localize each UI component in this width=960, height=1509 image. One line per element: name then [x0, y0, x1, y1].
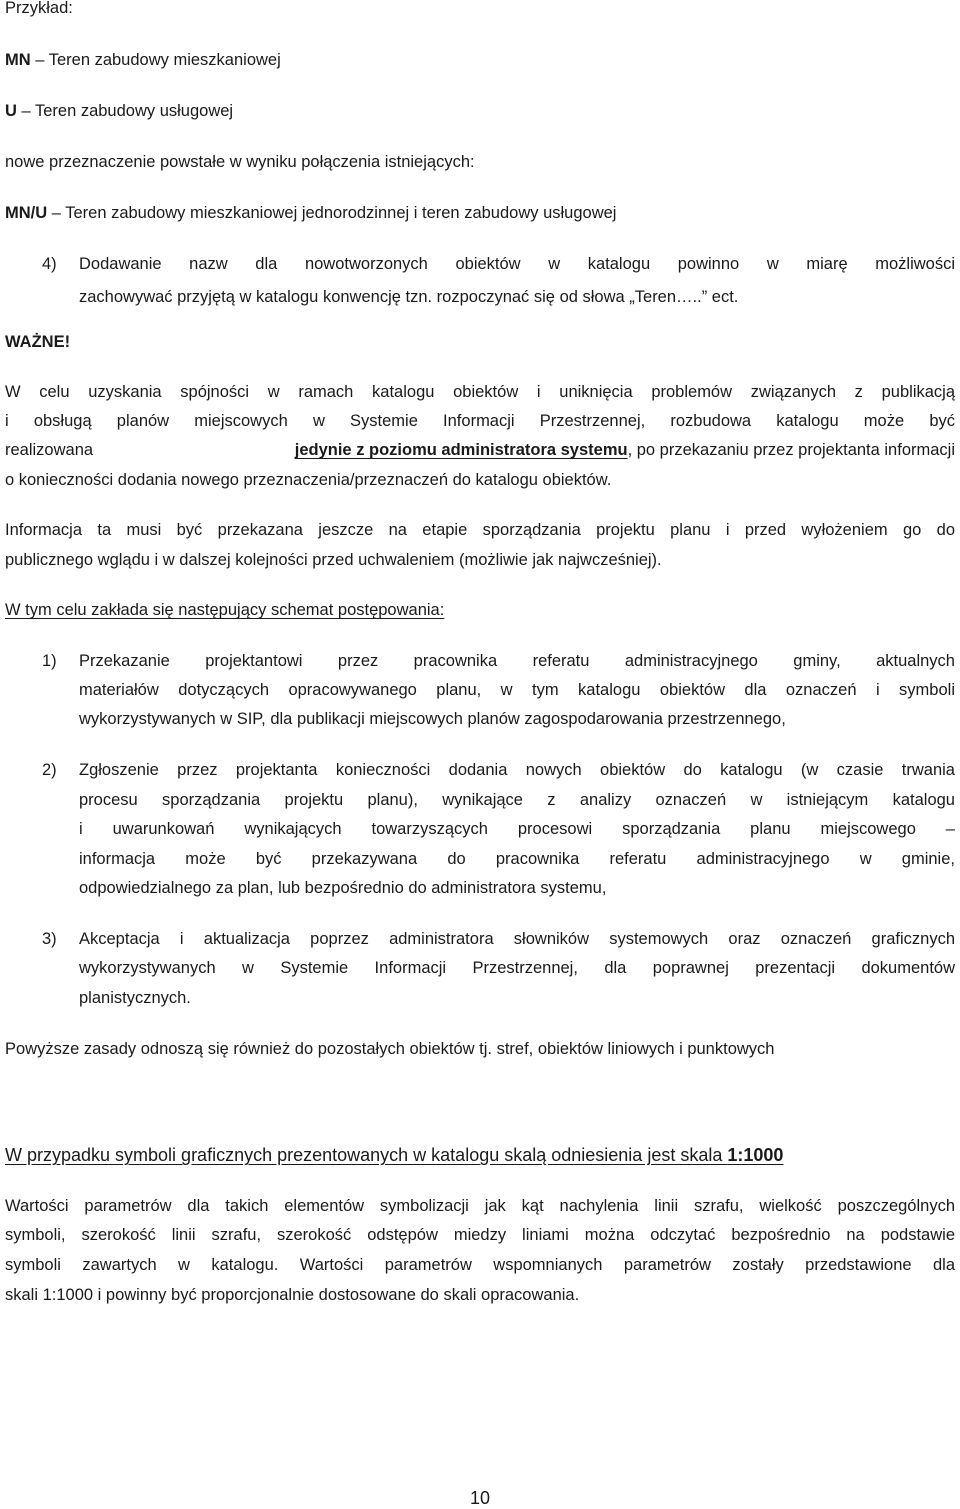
list-number: 2) — [42, 761, 57, 779]
item4-line2: zachowywać przyjętą w katalogu konwencję tzn. rozpoczynać się od słowa „Teren…..” ect. — [79, 288, 739, 306]
scale-line1: Wartości parametrów dla takich elementów symbolizacji jak kąt nachylenia linii szrafu, wielkość poszczególnych — [5, 1197, 955, 1215]
example-line-mnu — [5, 205, 616, 222]
example-desc: Teren zabudowy usługowej — [34, 102, 234, 120]
para1-line2: i obsługą planów miejscowych w Systemie Informacji Przestrzennej, rozbudowa katalogu może być — [5, 412, 955, 430]
para1-line3-pre: realizowana — [5, 441, 94, 459]
para2-line1: Informacja ta musi być przekazana jeszcze na etapie sporządzania projektu planu i przed wyłożeniem go do — [5, 521, 955, 539]
example-label: Przykład: — [5, 0, 73, 17]
example-separator: – — [47, 204, 66, 222]
example-separator: – — [16, 102, 35, 120]
important-heading: WAŻNE! — [5, 333, 71, 351]
step1-line3: wykorzystywanych w SIP, dla publikacji miejscowych planów zagospodarowania przestrzennego, — [79, 710, 786, 728]
para1-line4: o konieczności dodania nowego przeznaczenia/przeznaczeń do katalogu obiektów. — [5, 471, 612, 489]
para1-line3-mid — [295, 442, 955, 459]
admin-emphasis: jedynie z poziomu administratora systemu — [294, 441, 628, 459]
step1-line1: Przekazanie projektantowi przez pracownika referatu administracyjnego gminy, aktualnych — [79, 652, 955, 670]
step3-line2: wykorzystywanych w Systemie Informacji Przestrzennej, dla poprawnej prezentacji dokumentów — [79, 959, 955, 977]
example-code: MN/U — [5, 204, 48, 222]
step2-line4: informacja może być przekazywana do pracownika referatu administracyjnego w gminie, — [79, 850, 955, 868]
para1-line3-post: , po przekazaniu przez projektanta informacji — [627, 441, 955, 459]
step2-line1: Zgłoszenie przez projektanta konieczności dodania nowych obiektów do katalogu (w czasie trwania — [79, 761, 955, 779]
para1-line1: W celu uzyskania spójności w ramach katalogu obiektów i uniknięcia problemów związanych z publikacją — [5, 383, 955, 401]
step2-line3: i uwarunkowań wynikających towarzyszących procesowi sporządzania planu miejscowego – — [79, 820, 955, 838]
list-number: 1) — [42, 652, 57, 670]
example-line-u — [5, 103, 233, 120]
example-desc: Teren zabudowy mieszkaniowej — [48, 51, 281, 69]
step2-line5: odpowiedzialnego za plan, lub bezpośrednio do administratora systemu, — [79, 879, 607, 897]
list-number: 3) — [42, 930, 57, 948]
example-line-mn — [5, 52, 281, 69]
step1-line2: materiałów dotyczących opracowywanego planu, w tym katalogu obiektów dla oznaczeń i symboli — [79, 681, 955, 699]
scale-line3: symboli zawartych w katalogu. Wartości parametrów wspomnianych parametrów zostały przedstawione dla — [5, 1256, 955, 1274]
para2-line2: publicznego wglądu i w dalszej kolejności przed uchwaleniem (możliwie jak najwcześniej). — [5, 551, 662, 569]
step3-line3: planistycznych. — [79, 989, 191, 1007]
item4-line1: Dodawanie nazw dla nowotworzonych obiektów w katalogu powinno w miarę możliwości — [79, 255, 955, 273]
scale-heading-text: W przypadku symboli graficznych prezentowanych w katalogu skalą odniesienia jest skala — [5, 1145, 728, 1165]
scale-line4: skali 1:1000 i powinny być proporcjonalnie dostosowane do skali opracowania. — [5, 1286, 580, 1304]
step2-line2: procesu sporządzania projektu planu), wynikające z analizy oznaczeń w istniejącym katalogu — [79, 791, 955, 809]
example-desc: Teren zabudowy mieszkaniowej jednorodzinnej i teren zabudowy usługowej — [65, 204, 617, 222]
list-number: 4) — [42, 255, 57, 273]
scale-line2: symboli, szerokość linii szrafu, szerokość odstępów miedzy liniami można odczytać bezpośrednio na podstawie — [5, 1226, 955, 1244]
combined-intro: nowe przeznaczenie powstałe w wyniku połączenia istniejących: — [5, 153, 475, 171]
scale-value: 1:1000 — [727, 1145, 784, 1165]
example-code: MN — [5, 51, 31, 69]
schema-heading: W tym celu zakłada się następujący schemat postępowania: — [5, 601, 445, 619]
rules-note: Powyższe zasady odnoszą się również do pozostałych obiektów tj. stref, obiektów liniowych i punktowych — [5, 1040, 775, 1058]
page-number: 10 — [470, 1488, 491, 1508]
para1-line3 — [5, 442, 955, 459]
step3-line1: Akceptacja i aktualizacja poprzez administratora słowników systemowych oraz oznaczeń graficznych — [79, 930, 955, 948]
scale-heading — [5, 1145, 783, 1166]
example-code: U — [5, 102, 17, 120]
example-separator: – — [30, 51, 49, 69]
